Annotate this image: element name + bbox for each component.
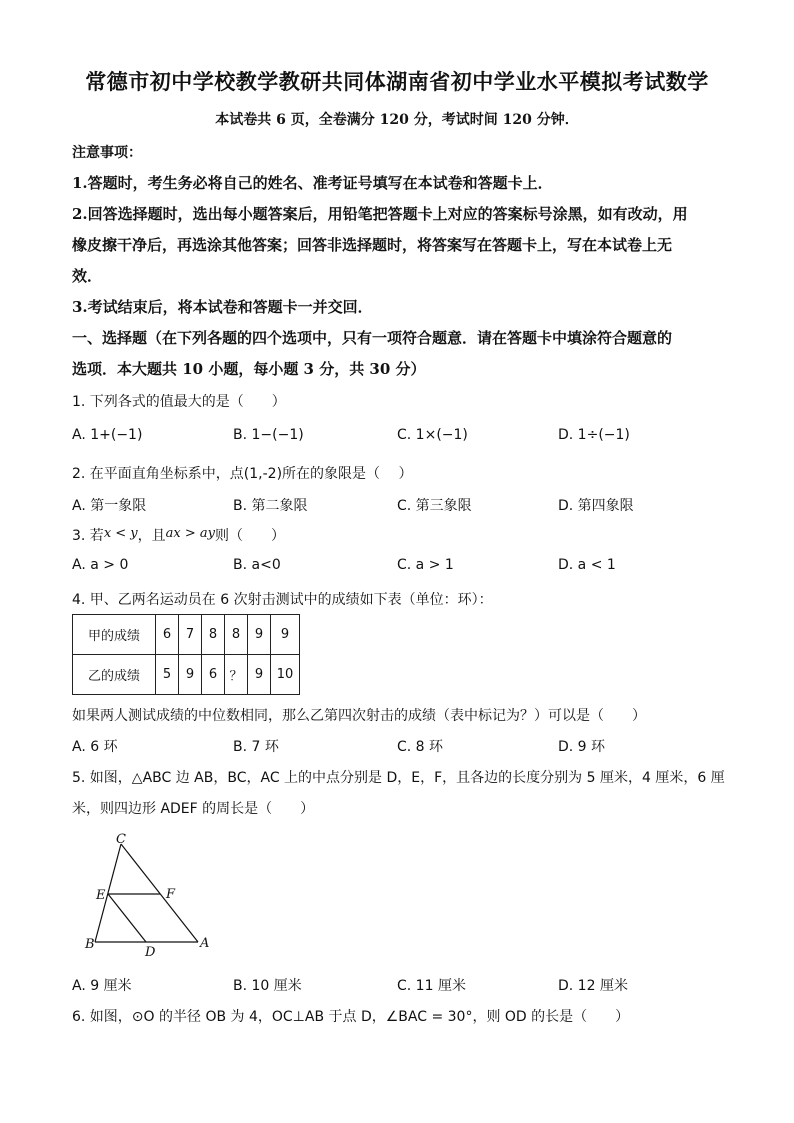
question-3-stem	[72, 525, 285, 545]
question-3-option-b: B. a<0	[233, 557, 281, 573]
edge-ca	[121, 844, 198, 942]
question-5-option-c: C. 11 厘米	[397, 978, 466, 994]
question-5-option-b: B. 10 厘米	[233, 978, 302, 994]
table-cell: 9	[271, 615, 300, 655]
notice-item-2-line-2: 橡皮擦干净后，再选涂其他答案；回答非选择题时，将答案写在答题卡上，写在本试卷上无	[72, 236, 673, 254]
question-3-prefix: 3. 若	[72, 528, 104, 544]
question-2-option-a: A. 第一象限	[72, 498, 147, 514]
page-title: 常德市初中学校教学教研共同体湖南省初中学业水平模拟考试数学	[85, 69, 709, 94]
table-row-label: 乙的成绩	[73, 655, 156, 695]
label-a: A	[200, 936, 210, 951]
question-4-option-d: D. 9 环	[558, 739, 606, 755]
triangle-figure	[80, 828, 220, 958]
table-cell: ？	[225, 655, 248, 695]
question-4-option-a: A. 6 环	[72, 739, 118, 755]
question-4-option-b: B. 7 环	[233, 739, 279, 755]
notice-heading: 注意事项：	[72, 145, 142, 161]
question-3-option-d: D. a < 1	[558, 557, 616, 573]
table-cell: 9	[248, 615, 271, 655]
score-table	[72, 614, 300, 695]
question-3-condition-2: ax > ay	[165, 526, 215, 541]
notice-item-3: 3.考试结束后，将本试卷和答题卡一并交回．	[72, 298, 373, 316]
question-3-mid: ，且	[137, 528, 166, 544]
table-cell: 8	[225, 615, 248, 655]
label-b: B	[85, 937, 95, 952]
table-row-label: 甲的成绩	[73, 615, 156, 655]
question-5-line-2: 米，则四边形 ADEF 的周长是（ ）	[72, 801, 315, 817]
table-cell: 6	[156, 615, 179, 655]
table-cell: 6	[202, 655, 225, 695]
question-6-stem: 6. 如图，⊙O 的半径 OB 为 4，OC⊥AB 于点 D，∠BAC = 30°，则 OD 的长是（ ）	[72, 1009, 630, 1025]
notice-item-1: 1.答题时，考生务必将自己的姓名、准考证号填写在本试卷和答题卡上．	[72, 174, 553, 192]
section-1-heading-line-1: 一、选择题（在下列各题的四个选项中，只有一项符合题意．请在答题卡中填涂符合题意的	[72, 329, 673, 347]
section-1-heading-line-2: 选项．本大题共 10 小题，每小题 3 分，共 30 分）	[72, 360, 426, 378]
label-c: C	[116, 832, 126, 847]
question-2-option-c: C. 第三象限	[397, 498, 472, 514]
label-f: F	[166, 887, 176, 902]
table-cell: 7	[179, 615, 202, 655]
page-subtitle: 本试卷共 6 页，全卷满分 120 分，考试时间 120 分钟．	[215, 112, 579, 128]
question-2-stem: 2. 在平面直角坐标系中，点(1,-2)所在的象限是（ ）	[72, 466, 413, 482]
question-1-option-b: B. 1−(−1)	[233, 427, 304, 443]
label-e: E	[96, 888, 106, 903]
table-cell: 9	[248, 655, 271, 695]
question-1-stem: 1. 下列各式的值最大的是（ ）	[72, 394, 286, 410]
question-2-option-b: B. 第二象限	[233, 498, 308, 514]
question-1-option-c: C. 1×(−1)	[397, 427, 468, 443]
table-row	[73, 655, 300, 695]
question-3-suffix: 则（ ）	[215, 528, 285, 544]
question-4-question: 如果两人测试成绩的中位数相同，那么乙第四次射击的成绩（表中标记为？）可以是（ ）	[72, 708, 646, 724]
question-2-option-d: D. 第四象限	[558, 498, 634, 514]
question-3-condition-1: x < y	[103, 526, 138, 541]
table-cell: 10	[271, 655, 300, 695]
segment-ed	[108, 894, 146, 942]
question-4-option-c: C. 8 环	[397, 739, 444, 755]
table-cell: 8	[202, 615, 225, 655]
question-1-option-d: D. 1÷(−1)	[558, 427, 630, 443]
question-3-option-a: A. a > 0	[72, 557, 129, 573]
question-3-option-c: C. a > 1	[397, 557, 454, 573]
question-1-option-a: A. 1+(−1)	[72, 427, 143, 443]
table-cell: 9	[179, 655, 202, 695]
notice-item-2-line-1: 2.回答选择题时，选出每小题答案后，用铅笔把答题卡上对应的答案标号涂黑，如有改动，用	[72, 205, 688, 223]
label-d: D	[145, 945, 156, 958]
table-cell: 5	[156, 655, 179, 695]
question-5-option-a: A. 9 厘米	[72, 978, 132, 994]
notice-item-2-line-3: 效．	[72, 267, 103, 285]
question-4-stem: 4. 甲、乙两名运动员在 6 次射击测试中的成绩如下表（单位：环）：	[72, 592, 493, 608]
question-5-line-1: 5. 如图，△ABC 边 AB，BC，AC 上的中点分别是 D，E，F，且各边的长度分别为 5 厘米，4 厘米，6 厘	[72, 770, 725, 786]
question-5-option-d: D. 12 厘米	[558, 978, 628, 994]
table-row	[73, 615, 300, 655]
